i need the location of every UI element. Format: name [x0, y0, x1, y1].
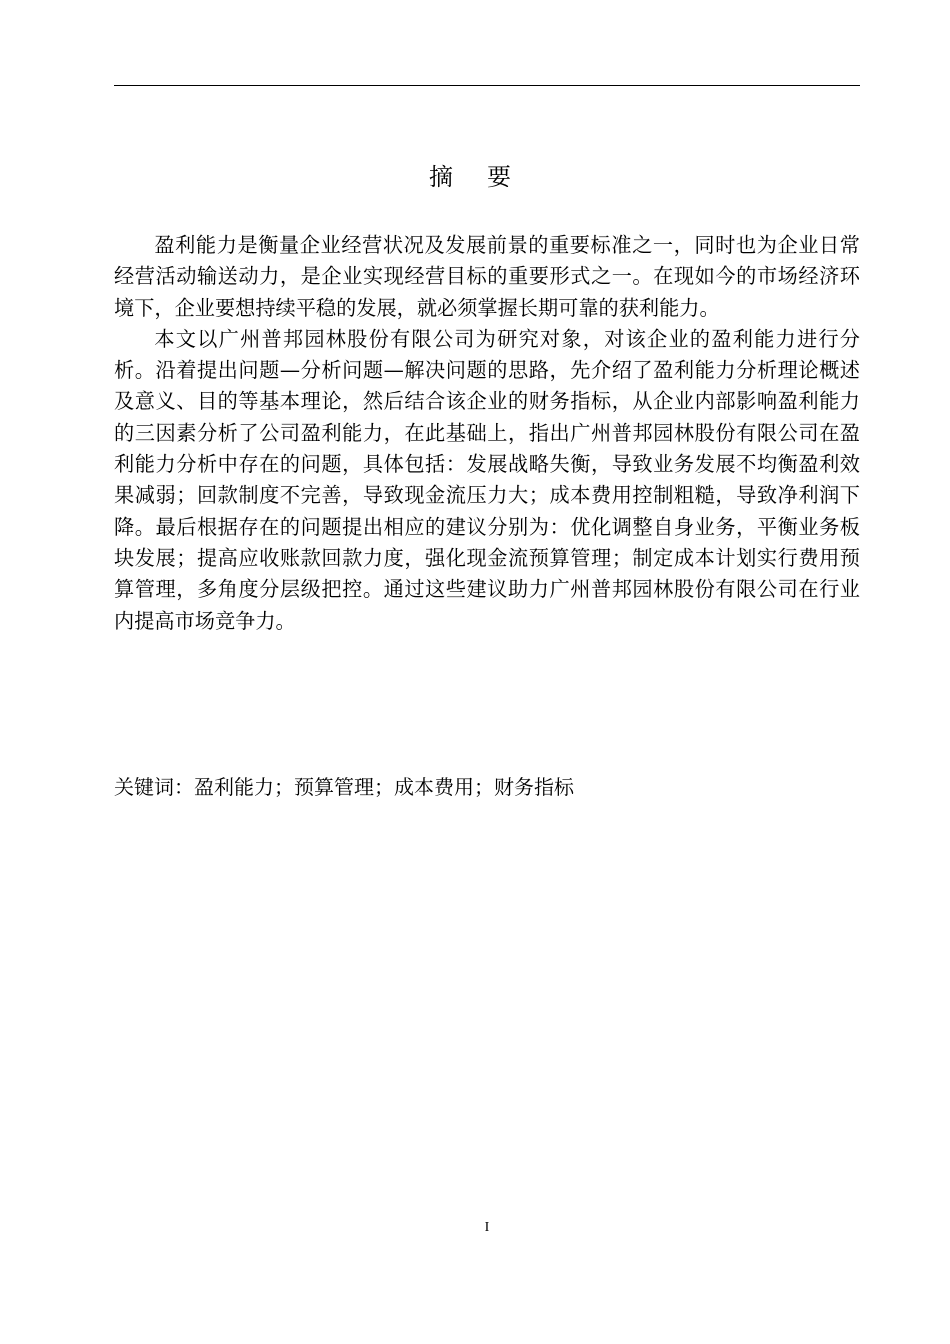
keywords-label: 关键词： — [114, 775, 194, 799]
abstract-paragraph-1: 盈利能力是衡量企业经营状况及发展前景的重要标准之一，同时也为企业日常经营活动输送动力，是企业实现经营目标的重要形式之一。在现如今的市场经济环境下，企业要想持续平稳的发展，就必须掌握长期可靠的获利能力。 — [114, 233, 860, 320]
page-number: I — [484, 1220, 490, 1235]
header-rule — [114, 85, 860, 86]
keywords-line — [114, 771, 860, 803]
keywords-list: 盈利能力；预算管理；成本费用；财务指标 — [194, 775, 574, 799]
abstract-paragraph-2: 本文以广州普邦园林股份有限公司为研究对象，对该企业的盈利能力进行分析。沿着提出问题—分析问题—解决问题的思路，先介绍了盈利能力分析理论概述及意义、目的等基本理论，然后结合该企业的财务指标，从企业内部影响盈利能力的三因素分析了公司盈利能力，在此基础上，指出广州普邦园林股份有限公司在盈利能力分析中存在的问题，具体包括：发展战略失衡，导致业务发展不均衡盈利效果减弱；回款制度不完善，导致现金流压力大；成本费用控制粗糙，导致净利润下降。最后根据存在的问题提出相应的建议分别为：优化调整自身业务，平衡业务板块发展；提高应收账款回款力度，强化现金流预算管理；制定成本计划实行费用预算管理，多角度分层级把控。通过这些建议助力广州普邦园林股份有限公司在行业内提高市场竞争力。 — [114, 326, 860, 633]
abstract-title: 摘要 — [429, 163, 545, 191]
abstract-body — [114, 230, 860, 637]
